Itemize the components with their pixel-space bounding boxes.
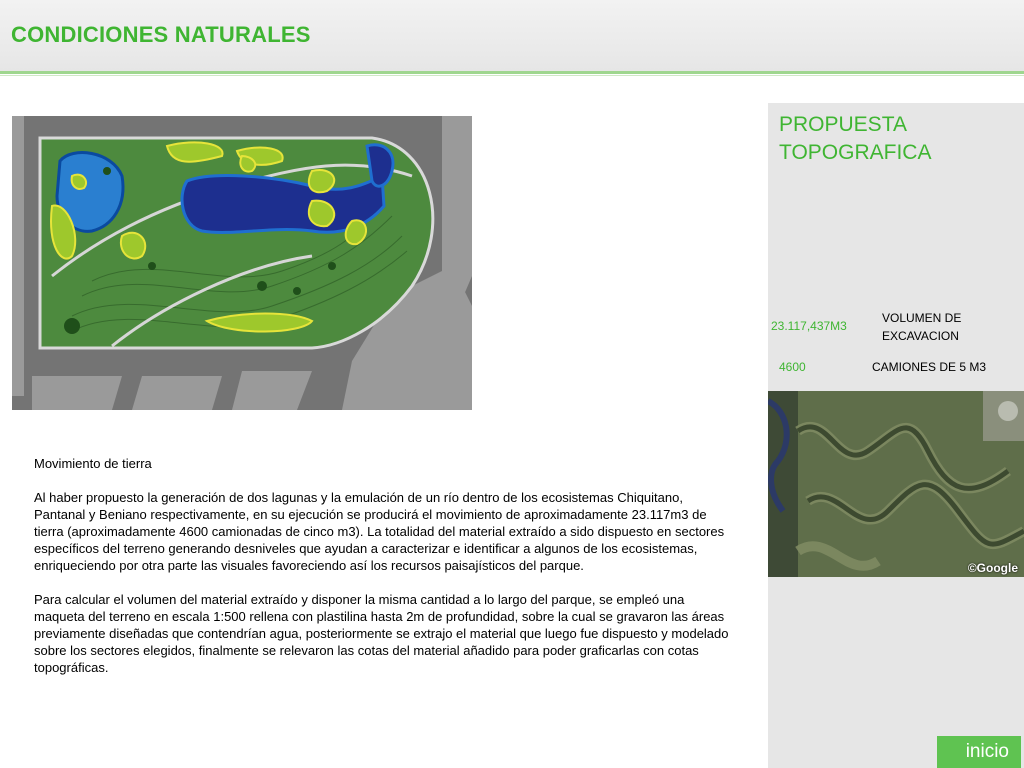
section-heading: Movimiento de tierra <box>34 456 152 471</box>
excavation-volume-label <box>882 309 961 345</box>
panel-title-line: PROPUESTA <box>779 113 907 136</box>
topographic-plan-image <box>12 116 472 410</box>
satellite-credit: ©Google <box>967 561 1018 575</box>
header-divider-light <box>0 75 1024 76</box>
excavation-volume-value: 23.117,437M3 <box>771 319 847 333</box>
home-button[interactable]: inicio <box>937 736 1021 768</box>
body-text <box>34 455 734 693</box>
page-title: CONDICIONES NATURALES <box>11 22 311 47</box>
body-paragraph: Para calcular el volumen del material extraído y disponer la misma cantidad a lo largo del parque, se empleó una maqueta del terreno en escala 1:500 rellena con plastilina hasta 2m de profundidad, sobre la cual se gravaron las áreas previamente diseñadas que contendrían agua, posteriormente se extrajo el material que luego fue dispuesto y modelado sobre los sectores elegidos, finalmente se relevaron las cotas del material añadido para poder graficarlas con cotas topográficas. <box>34 592 729 675</box>
header-divider <box>0 71 1024 74</box>
panel-title <box>779 111 931 167</box>
body-paragraph: Al haber propuesto la generación de dos lagunas y la emulación de un río dentro de los ecosistemas Chiquitano, Pantanal y Beniano respectivamente, en su ejecución se producirá el movimiento de aproximadamente 23.117m3 de tierra (aproximadamente 4600 camionadas de cinco m3). La totalidad del material extraído a sido dispuesto en sectores específicos del terreno generando desniveles que ayudan a caracterizar e identificar a algunos de los ecosistemas, enriqueciendo por otra parte las visuales favoreciendo así los recursos paisajísticos del parque. <box>34 490 725 573</box>
trucks-label: CAMIONES DE 5 M3 <box>872 360 987 374</box>
panel-title-line: TOPOGRAFICA <box>779 141 932 164</box>
excavation-volume-label-line: VOLUMEN DE <box>882 311 962 325</box>
satellite-image <box>768 391 1024 577</box>
trucks-value: 4600 <box>779 360 806 374</box>
excavation-volume-label-line: EXCAVACION <box>882 329 959 343</box>
